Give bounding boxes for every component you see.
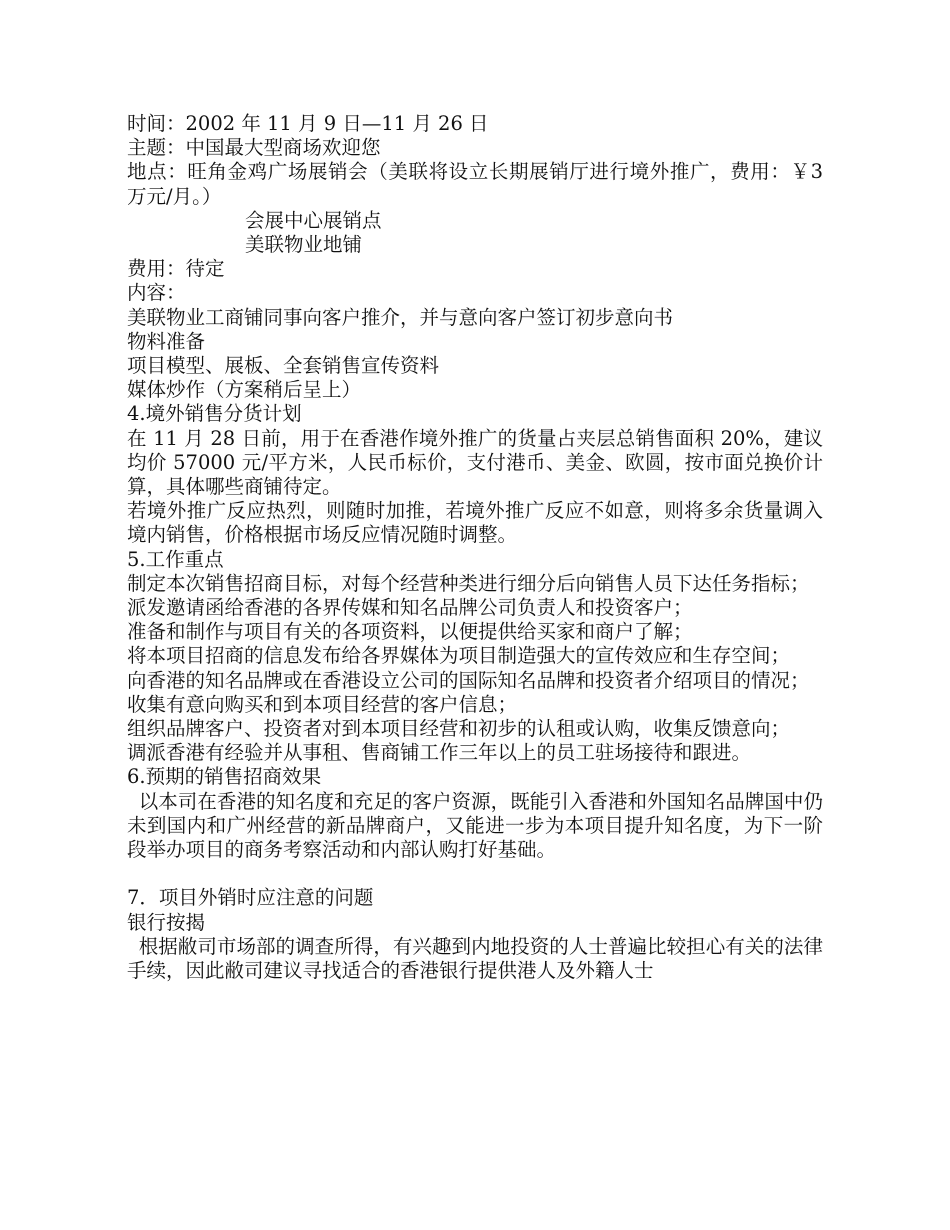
section-5-item: 向香港的知名品牌或在香港设立公司的国际知名品牌和投资者介绍项目的情况； [127, 668, 810, 692]
location-sub-store: 美联物业地铺 [245, 233, 363, 257]
section-5-item: 制定本次销售招商目标，对每个经营种类进行细分后向销售人员下达任务指标； [127, 571, 810, 595]
section-5-title: 5.工作重点 [127, 547, 224, 571]
section-6-title: 6.预期的销售招商效果 [127, 765, 322, 789]
section-5-item: 组织品牌客户、投资者对到本项目经营和初步的认租或认购，收集反馈意向； [127, 717, 791, 741]
location-line: 地点：旺角金鸡广场展销会（美联将设立长期展销厅进行境外推广，费用：￥3 万元/月。） [127, 160, 830, 208]
section-5-item: 调派香港有经验并从事租、售商铺工作三年以上的员工驻场接待和跟进。 [127, 741, 752, 765]
section-4-title: 4.境外销售分货计划 [127, 402, 302, 426]
section-7-title: 7．项目外销时应注意的问题 [127, 886, 374, 910]
content-item: 物料准备 [127, 329, 206, 353]
cost-line: 费用：待定 [127, 257, 225, 281]
section-5-item: 派发邀请函给香港的各界传媒和知名品牌公司负责人和投资客户； [127, 596, 693, 620]
section-4-paragraph: 若境外推广反应热烈，则随时加推，若境外推广反应不如意，则将多余货量调入境内销售，价格根据市场反应情况随时调整。 [127, 499, 823, 547]
content-label: 内容： [127, 281, 186, 305]
section-5-item: 准备和制作与项目有关的各项资料，以便提供给买家和商户了解； [127, 620, 693, 644]
theme-line: 主题：中国最大型商场欢迎您 [127, 136, 381, 160]
location-sub-exhibition-center: 会展中心展销点 [245, 208, 382, 232]
content-item: 媒体炒作（方案稍后呈上） [127, 378, 362, 402]
content-item: 美联物业工商铺同事向客户推介，并与意向客户签订初步意向书 [127, 305, 674, 329]
blank-line [127, 862, 823, 886]
section-7-paragraph: 根据敝司市场部的调查所得，有兴趣到内地投资的人士普遍比较担心有关的法律手续，因此敝司建议寻找适合的香港银行提供港人及外籍人士 [127, 934, 823, 983]
document-page [127, 112, 830, 983]
content-item: 项目模型、展板、全套销售宣传资料 [127, 354, 440, 378]
section-4-paragraph: 在 11 月 28 日前，用于在香港作境外推广的货量占夹层总销售面积 20%，建议均价 57000 元/平方米，人民币标价，支付港币、美金、欧圆，按市面兑换价计算，具体哪些商铺待定。 [127, 426, 823, 499]
section-5-item: 收集有意向购买和到本项目经营的客户信息； [127, 692, 518, 716]
section-5-item: 将本项目招商的信息发布给各界媒体为项目制造强大的宣传效应和生存空间； [127, 644, 791, 668]
section-6-paragraph: 以本司在香港的知名度和充足的客户资源，既能引入香港和外国知名品牌国中仍未到国内和广州经营的新品牌商户，又能进一步为本项目提升知名度，为下一阶段举办项目的商务考察活动和内部认购打好基础。 [127, 789, 823, 862]
time-line: 时间：2002 年 11 月 9 日—11 月 26 日 [127, 112, 489, 135]
section-7-subtitle: 银行按揭 [127, 910, 206, 934]
